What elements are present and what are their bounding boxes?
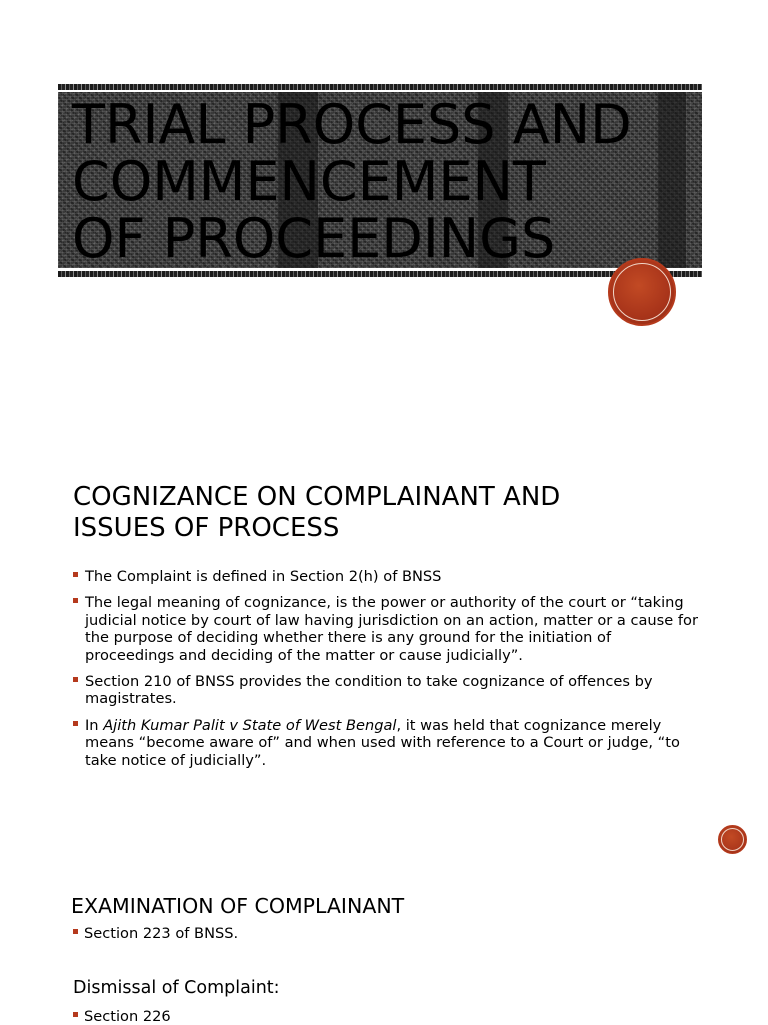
slide-cognizance [0, 470, 768, 850]
title-line: OF PROCEEDINGS [72, 207, 556, 270]
banner-bottom-rule [58, 271, 702, 277]
case-name: Ajith Kumar Palit v State of West Bengal [103, 716, 397, 734]
heading-line: COGNIZANCE ON COMPLAINANT AND [73, 482, 561, 512]
accent-circle-icon [718, 825, 747, 854]
accent-circle-icon [608, 258, 676, 326]
bullet-item-case [72, 717, 702, 769]
cognizance-heading [73, 482, 713, 544]
slide-title-heading [72, 93, 712, 270]
bullet-item: The Complaint is defined in Section 2(h) of BNSS [72, 568, 702, 585]
bullet-item: Section 210 of BNSS provides the condition to take cognizance of offences by magistrates. [72, 673, 702, 708]
examination-heading: EXAMINATION OF COMPLAINANT [71, 894, 405, 918]
dismissal-subheading: Dismissal of Complaint: [73, 978, 280, 998]
title-line: TRIAL PROCESS AND [72, 93, 632, 156]
slide-title [0, 0, 768, 420]
bullet-item: Section 226 [72, 1008, 672, 1025]
cognizance-bullet-list [72, 568, 702, 778]
bullet-item: Section 223 of BNSS. [72, 925, 672, 942]
examination-bullet-list [72, 925, 672, 942]
bullet-item: The legal meaning of cognizance, is the power or authority of the court or “taking judicial notice by court of law having jurisdiction on an action, matter or a cause for the purpose of deciding whether there is any ground for the initiation of proceedings and deciding of the matter or cause judicially”. [72, 594, 702, 664]
heading-line: ISSUES OF PROCESS [73, 513, 340, 543]
dismissal-bullet-list [72, 1008, 672, 1025]
case-prefix: In [85, 716, 104, 734]
banner-top-rule [58, 84, 702, 90]
slide-examination [0, 880, 768, 1024]
case-holding: , it was held that cognizance merely means “become aware of” and when used with reference to a Court or judge, “to take notice of judicially”. [85, 716, 680, 769]
title-line: COMMENCEMENT [72, 150, 546, 213]
